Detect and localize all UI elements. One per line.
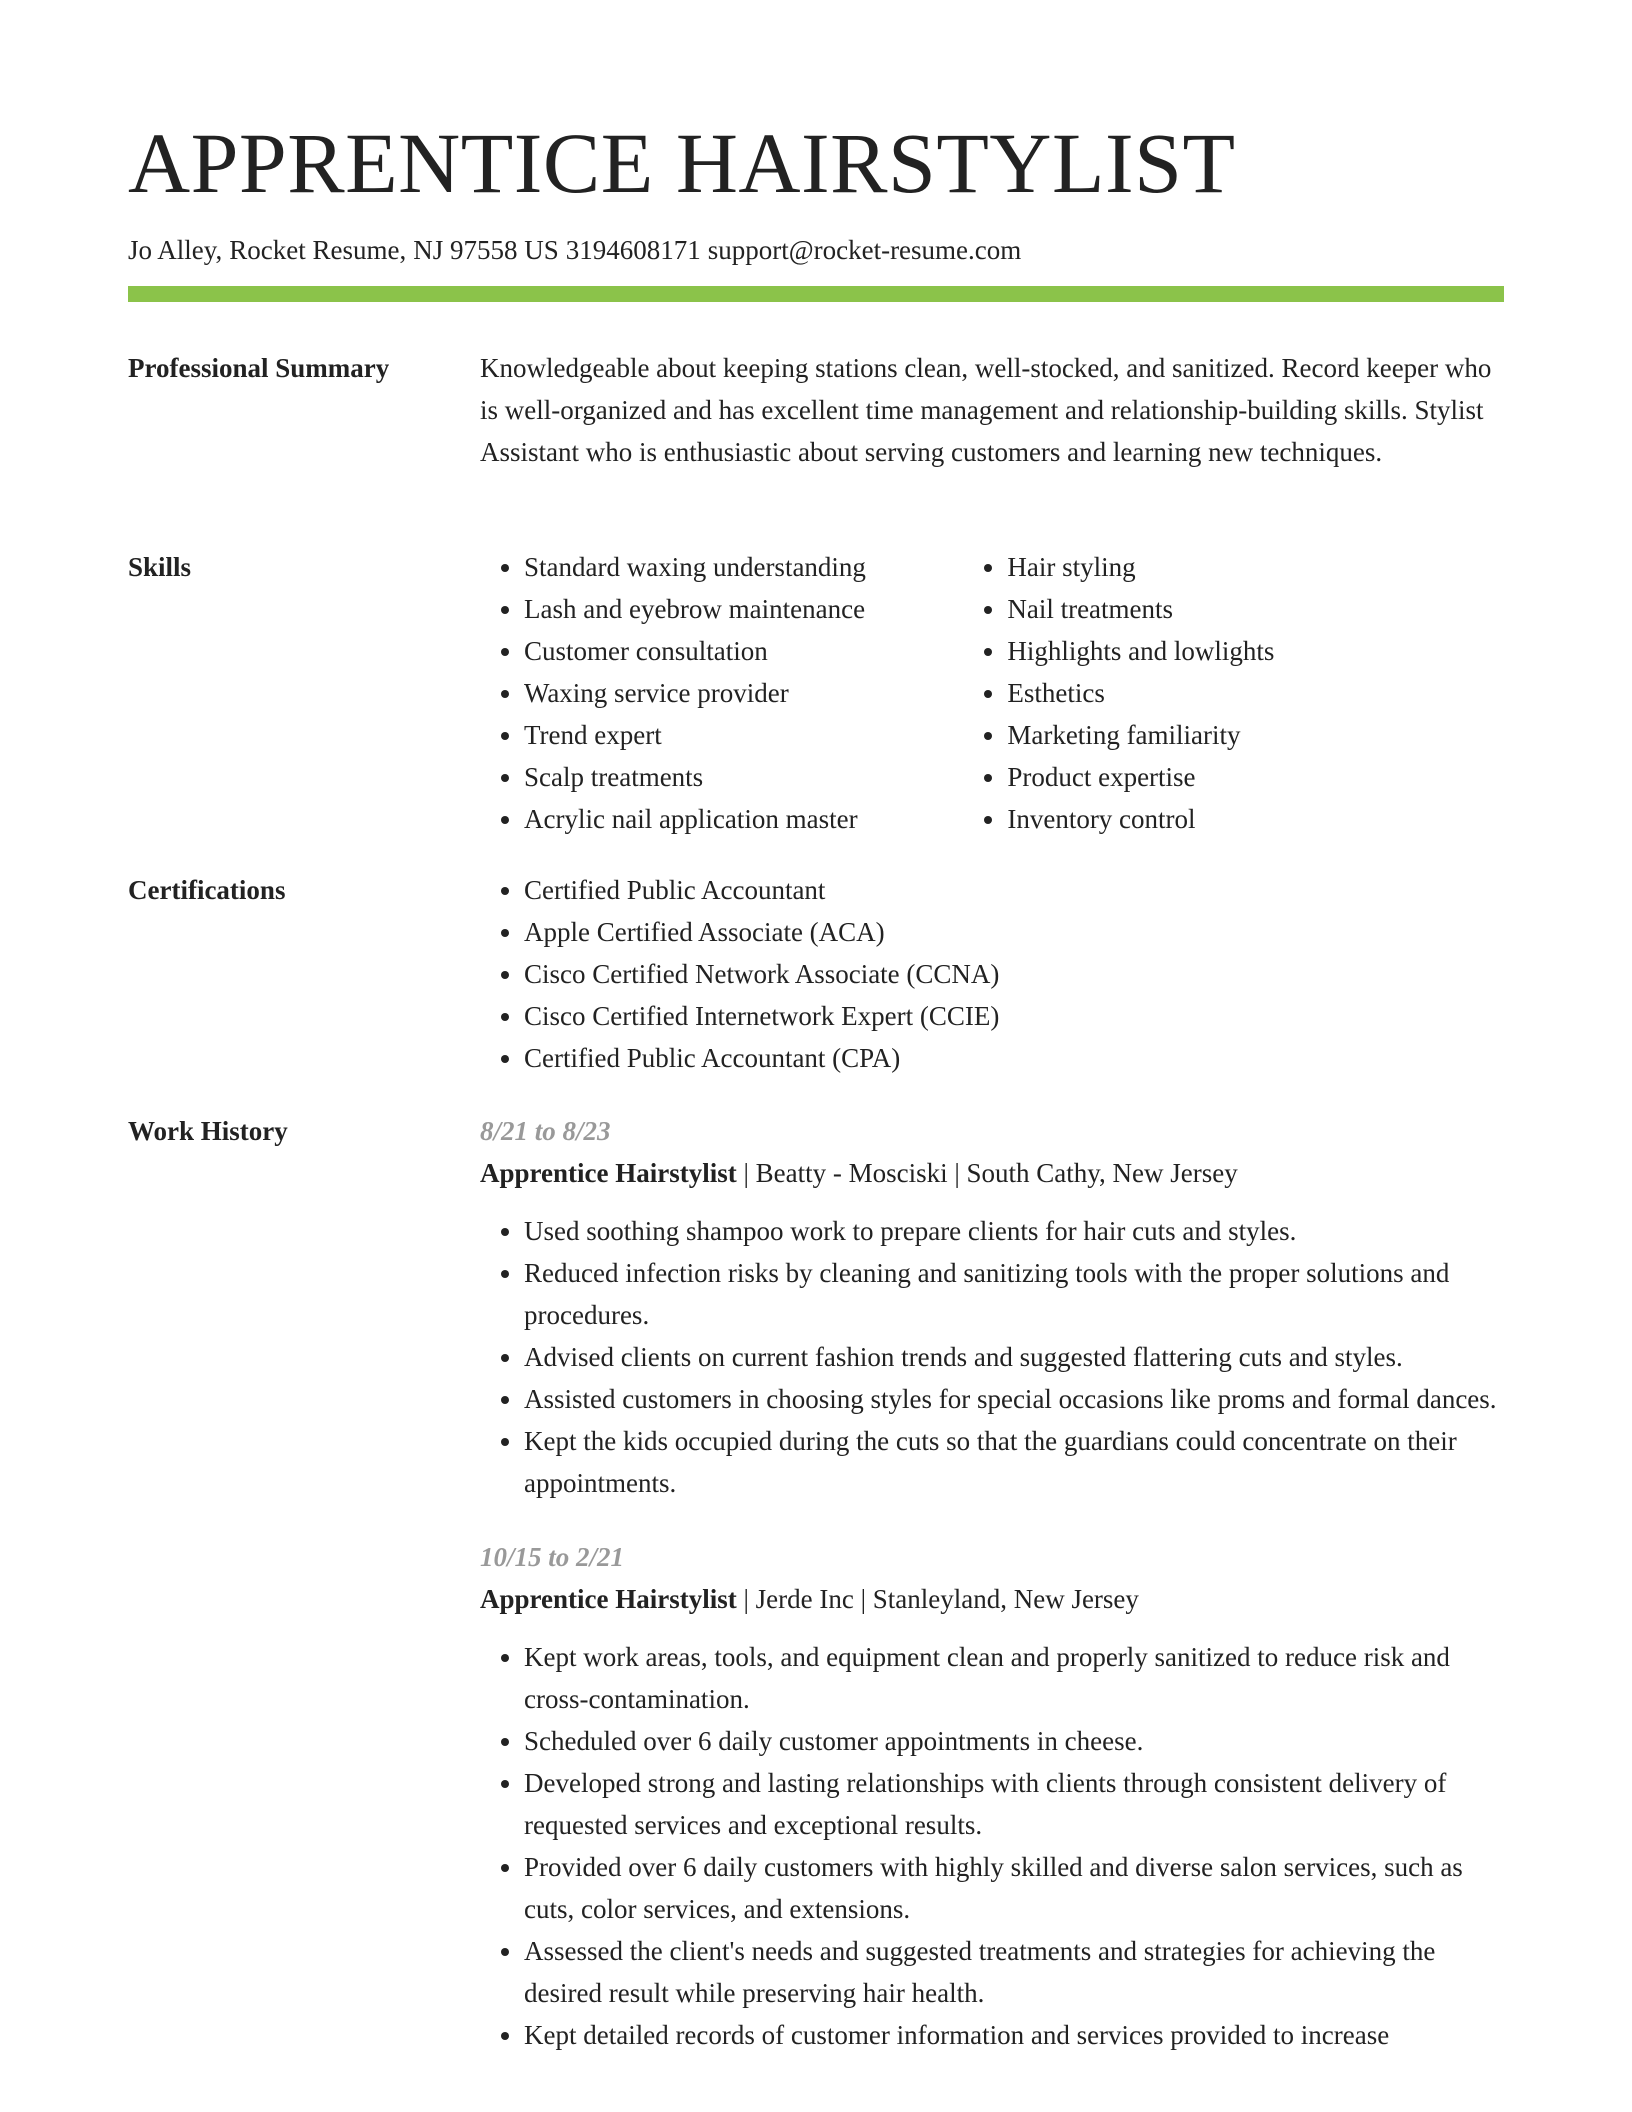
job-entry bbox=[480, 1110, 1504, 1504]
job-entry bbox=[480, 1536, 1504, 2056]
skill-item: • Customer consultation bbox=[524, 630, 963, 672]
skills-column-2 bbox=[963, 546, 1504, 840]
job-bullets bbox=[480, 1210, 1504, 1504]
header-accent-rule bbox=[128, 286, 1504, 302]
skill-item: • Marketing familiarity bbox=[1007, 714, 1504, 756]
job-details: | Jerde Inc | Stanleyland, New Jersey bbox=[736, 1584, 1139, 1614]
skill-item: • Nail treatments bbox=[1007, 588, 1504, 630]
skill-item: • Product expertise bbox=[1007, 756, 1504, 798]
skills-label: Skills bbox=[128, 552, 192, 582]
certification-item: • Cisco Certified Network Associate (CCNA) bbox=[524, 953, 1504, 995]
job-bullet: • Kept detailed records of customer information and services provided to increase bbox=[524, 2014, 1504, 2056]
contact-line bbox=[128, 232, 1028, 268]
job-dates: 10/15 to 2/21 bbox=[480, 1542, 625, 1572]
skill-item: • Trend expert bbox=[524, 714, 963, 756]
job-bullet: • Provided over 6 daily customers with highly skilled and diverse salon services, such as cuts, color services, and extensions. bbox=[524, 1846, 1504, 1930]
skills-column-1 bbox=[480, 546, 963, 840]
job-heading bbox=[480, 1578, 1504, 1620]
skills-body bbox=[480, 546, 1504, 840]
skill-item: • Acrylic nail application master bbox=[524, 798, 963, 840]
certification-item: • Cisco Certified Internetwork Expert (CCIE) bbox=[524, 995, 1504, 1037]
certification-item: • Certified Public Accountant (CPA) bbox=[524, 1037, 1504, 1079]
certification-item: • Certified Public Accountant bbox=[524, 869, 1504, 911]
job-bullet: • Assisted customers in choosing styles for special occasions like proms and formal dances. bbox=[524, 1378, 1504, 1420]
work-history-body bbox=[480, 1110, 1504, 2056]
certifications-label: Certifications bbox=[128, 875, 286, 905]
job-bullet: • Reduced infection risks by cleaning and sanitizing tools with the proper solutions and procedures. bbox=[524, 1252, 1504, 1336]
skill-item: • Hair styling bbox=[1007, 546, 1504, 588]
job-heading bbox=[480, 1152, 1504, 1194]
contact-phone: 3194608171 bbox=[565, 235, 701, 265]
summary-label: Professional Summary bbox=[128, 353, 390, 383]
job-bullets bbox=[480, 1636, 1504, 2056]
certification-item: • Apple Certified Associate (ACA) bbox=[524, 911, 1504, 953]
job-bullet: • Assessed the client's needs and suggested treatments and strategies for achieving the desired result while preserving hair health. bbox=[524, 1930, 1504, 2014]
job-details: | Beatty - Mosciski | South Cathy, New Jersey bbox=[736, 1158, 1238, 1188]
job-dates: 8/21 to 8/23 bbox=[480, 1116, 611, 1146]
skill-item: • Inventory control bbox=[1007, 798, 1504, 840]
certifications-body bbox=[480, 869, 1504, 1079]
skill-item: • Standard waxing understanding bbox=[524, 546, 963, 588]
job-title: Apprentice Hairstylist bbox=[480, 1158, 737, 1188]
skill-item: • Waxing service provider bbox=[524, 672, 963, 714]
contact-name: Jo Alley, bbox=[128, 235, 223, 265]
job-bullet: • Kept work areas, tools, and equipment clean and properly sanitized to reduce risk and cross-contamination. bbox=[524, 1636, 1504, 1720]
work-history-label: Work History bbox=[128, 1116, 288, 1146]
contact-location: NJ 97558 US bbox=[413, 235, 559, 265]
job-title: Apprentice Hairstylist bbox=[480, 1584, 737, 1614]
summary-body bbox=[480, 347, 1504, 473]
summary-text: Knowledgeable about keeping stations clean, well-stocked, and sanitized. Record keeper who is well-organized and has excellent time management and relationship-building skills. Stylist Assistant who is enthusiastic about serving customers and learning new techniques. bbox=[480, 353, 1492, 467]
job-bullet: • Used soothing shampoo work to prepare clients for hair cuts and styles. bbox=[524, 1210, 1504, 1252]
certifications-list bbox=[480, 869, 1504, 1079]
contact-company: Rocket Resume, bbox=[229, 235, 407, 265]
job-bullet: • Scheduled over 6 daily customer appointments in cheese. bbox=[524, 1720, 1504, 1762]
job-bullet: • Kept the kids occupied during the cuts so that the guardians could concentrate on their appointments. bbox=[524, 1420, 1504, 1504]
resume-title: APPRENTICE HAIRSTYLIST bbox=[128, 115, 1236, 211]
skill-item: • Esthetics bbox=[1007, 672, 1504, 714]
skill-item: • Scalp treatments bbox=[524, 756, 963, 798]
job-bullet: • Developed strong and lasting relationships with clients through consistent delivery of requested services and exceptional results. bbox=[524, 1762, 1504, 1846]
skill-item: • Lash and eyebrow maintenance bbox=[524, 588, 963, 630]
contact-email: support@rocket-resume.com bbox=[707, 235, 1022, 265]
skill-item: • Highlights and lowlights bbox=[1007, 630, 1504, 672]
job-bullet: • Advised clients on current fashion trends and suggested flattering cuts and styles. bbox=[524, 1336, 1504, 1378]
